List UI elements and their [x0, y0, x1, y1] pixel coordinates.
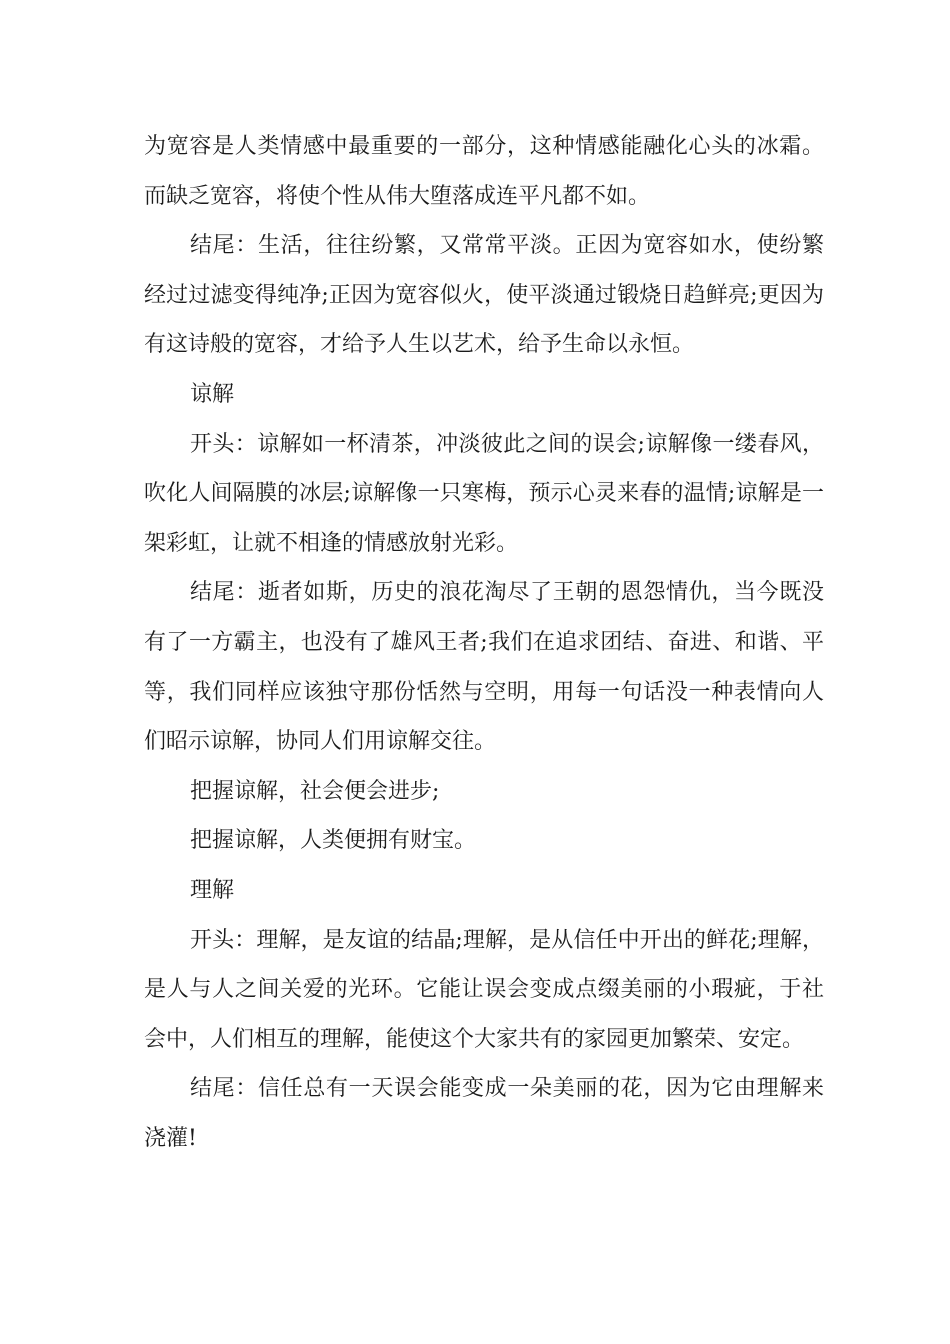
- paragraph-forgiveness-line-2: 把握谅解，人类便拥有财宝。: [190, 828, 477, 854]
- paragraph-tolerance-continuation: 为宽容是人类情感中最重要的一部分，这种情感能融化心头的冰霜。而缺乏宽容，将使个性从伟大堕落成连平凡都不如。: [144, 134, 824, 209]
- paragraph-understanding-ending: 结尾：信任总有一天误会能变成一朵美丽的花，因为它由理解来浇灌!: [144, 1076, 824, 1151]
- paragraph-forgiveness-ending: 结尾：逝者如斯，历史的浪花淘尽了王朝的恩怨情仇，当今既没有了一方霸主，也没有了雄风王者;我们在追求团结、奋进、和谐、平等，我们同样应该独守那份恬然与空明，用每一句话没一种表情向人们昭示谅解，协同人们用谅解交往。: [144, 580, 824, 755]
- document-body: [144, 122, 824, 1163]
- paragraph-forgiveness-line-1: 把握谅解，社会便会进步;: [190, 778, 440, 804]
- paragraph-forgiveness-opening: 开头：谅解如一杯清茶，冲淡彼此之间的误会;谅解像一缕春风，吹化人间隔膜的冰层;谅解像一只寒梅，预示心灵来春的温情;谅解是一架彩虹，让就不相逢的情感放射光彩。: [144, 431, 824, 556]
- paragraph-tolerance-ending: 结尾：生活，往往纷繁，又常常平淡。正因为宽容如水，使纷繁经过过滤变得纯净;正因为宽容似火，使平淡通过锻烧日趋鲜亮;更因为有这诗般的宽容，才给予人生以艺术，给予生命以永恒。: [144, 233, 824, 358]
- paragraph-understanding-opening: 开头：理解，是友谊的结晶;理解，是从信任中开出的鲜花;理解，是人与人之间关爱的光环。它能让误会变成点缀美丽的小瑕疵，于社会中，人们相互的理解，能使这个大家共有的家园更加繁荣、安定。: [144, 927, 824, 1052]
- section-heading-understanding: 理解: [190, 877, 235, 903]
- section-heading-forgiveness: 谅解: [190, 381, 235, 407]
